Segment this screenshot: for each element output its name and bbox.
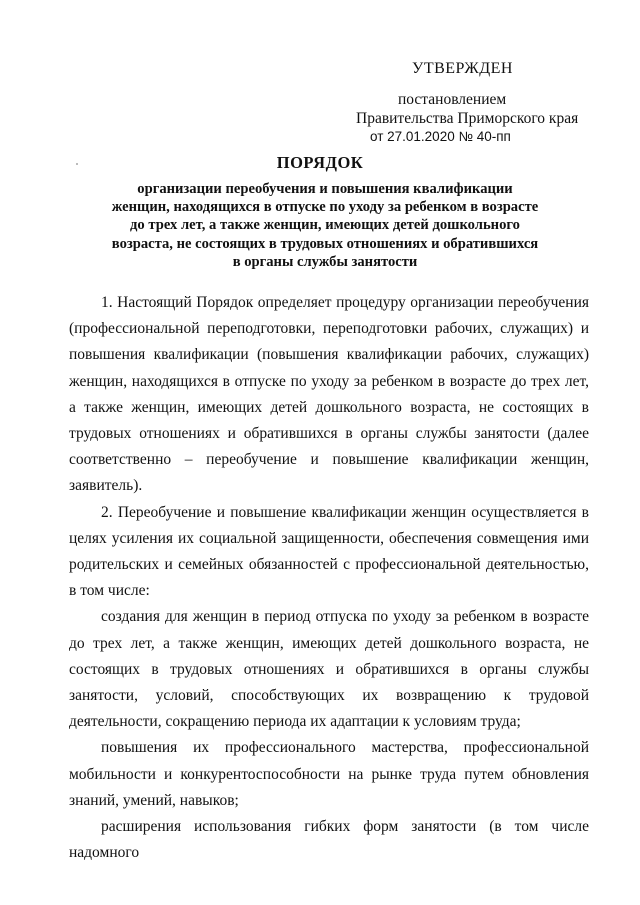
document-body xyxy=(69,290,589,866)
approval-date-number: от 27.01.2020 № 40-пп xyxy=(370,129,511,144)
document-subtitle: организации переобучения и повышения квалификации женщин, находящихся в отпуске по уходу за ребенком в возрасте до трех лет, а также женщин, имеющих детей дошкольного возраста, не состоящих в трудовых отношениях и обратившихся в органы службы занятости xyxy=(111,181,539,270)
paragraph-4: повышения их профессионального мастерства, профессиональной мобильности и конкурентоспособности на рынке труда путем обновления знаний, умений, навыков; xyxy=(69,739,589,809)
paragraph-1: 1. Настоящий Порядок определяет процедуру организации переобучения (профессиональной переподготовки, переподготовки рабочих, служащих) и повышения квалификации (повышения квалификации рабочих, служащих) женщин, находящихся в отпуске по уходу за ребенком в возрасте до трех лет, а также женщин, имеющих детей дошкольного возраста, не состоящих в трудовых отношениях и обратившихся в органы службы занятости (далее соответственно – переобучение и повышение квалификации женщин, заявитель). xyxy=(69,294,589,495)
paragraph-3: создания для женщин в период отпуска по уходу за ребенком в возрасте до трех лет, а также женщин, имеющих детей дошкольного возраста, не состоящих в трудовых отношениях и обратившихся в органы службы занятости, условий, способствующих их возвращению к трудовой деятельности, сокращению периода их адаптации к условиям труда; xyxy=(69,608,589,731)
approval-resolution-label: постановлением xyxy=(398,91,507,108)
approval-authority: Правительства Приморского края xyxy=(356,110,579,127)
approved-label: УТВЕРЖДЕН xyxy=(412,60,513,77)
paragraph-5: расширения использования гибких форм занятости (в том числе надомного xyxy=(69,818,589,862)
document-title: ПОРЯДОК xyxy=(276,153,364,172)
paragraph-2: 2. Переобучение и повышение квалификации женщин осуществляется в целях усиления их социальной защищенности, обеспечения совмещения ими родительских и семейных обязанностей с профессиональной деятельностью, в том числе: xyxy=(69,503,589,600)
